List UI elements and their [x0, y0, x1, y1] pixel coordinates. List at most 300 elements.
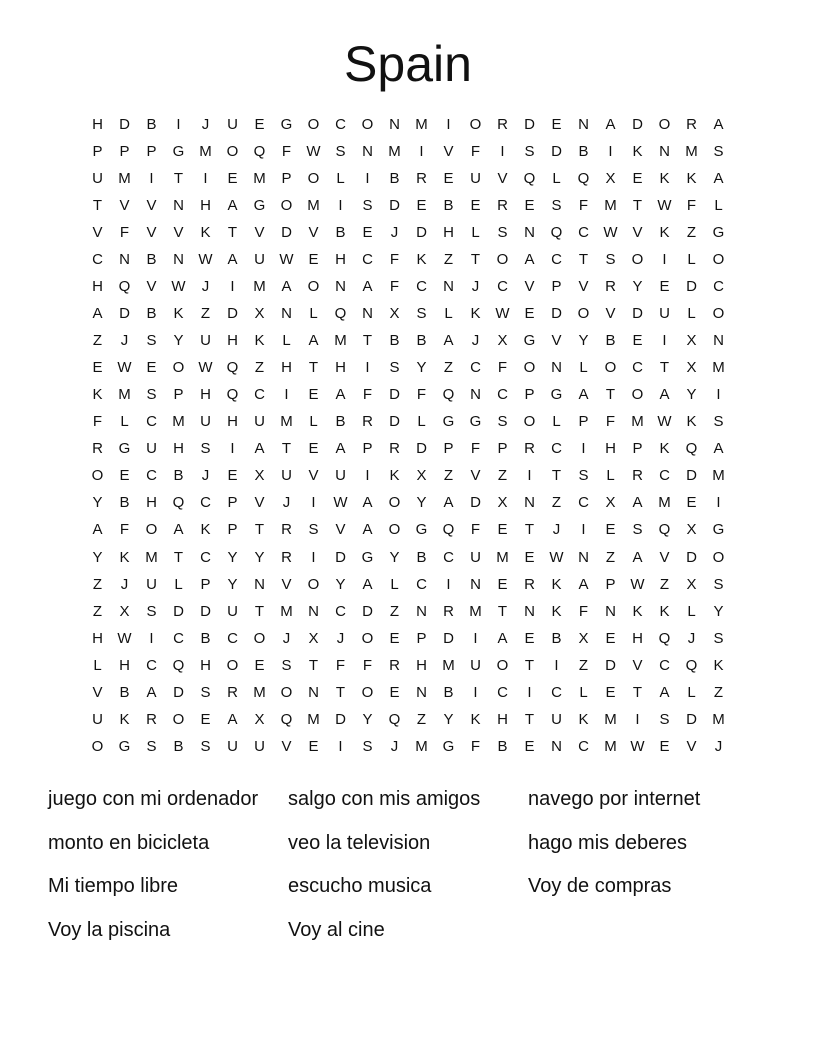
grid-letter: J — [336, 629, 345, 647]
grid-letter: I — [365, 170, 370, 188]
grid-letter: H — [443, 224, 454, 242]
grid-letter: S — [146, 602, 157, 620]
grid-letter: O — [469, 116, 482, 134]
grid-letter: B — [497, 737, 508, 755]
grid-letter: P — [146, 143, 157, 161]
grid-letter: Z — [443, 359, 454, 377]
grid-letter: Y — [389, 548, 400, 566]
grid-letter: U — [254, 251, 265, 269]
grid-letter: J — [687, 629, 696, 647]
grid-letter: C — [470, 359, 481, 377]
grid-letter: Y — [227, 575, 238, 593]
grid-letter: H — [416, 656, 427, 674]
grid-letter: P — [281, 170, 292, 188]
grid-letter: F — [470, 143, 481, 161]
grid-letter: M — [280, 413, 293, 431]
grid-letter: S — [524, 143, 535, 161]
grid-letter: D — [416, 224, 427, 242]
grid-letter: V — [173, 224, 184, 242]
grid-letter: U — [146, 575, 157, 593]
word-list-item: Voy al cine — [288, 918, 385, 941]
grid-letter: E — [524, 548, 535, 566]
grid-letter: D — [686, 710, 697, 728]
grid-letter: P — [524, 386, 535, 404]
grid-letter: Q — [253, 143, 266, 161]
grid-letter: R — [497, 116, 508, 134]
grid-letter: H — [281, 359, 292, 377]
grid-letter: A — [335, 440, 346, 458]
grid-letter: K — [119, 548, 130, 566]
grid-letter: A — [146, 683, 157, 701]
grid-letter: D — [416, 440, 427, 458]
grid-letter: T — [470, 251, 481, 269]
grid-letter: F — [389, 278, 400, 296]
grid-letter: O — [307, 278, 320, 296]
grid-letter: G — [712, 521, 725, 539]
grid-letter: D — [551, 143, 562, 161]
grid-letter: N — [578, 548, 589, 566]
grid-letter: T — [551, 467, 562, 485]
grid-letter: L — [93, 656, 102, 674]
grid-letter: D — [605, 656, 616, 674]
grid-letter: O — [631, 386, 644, 404]
grid-letter: Z — [92, 332, 103, 350]
grid-letter: S — [308, 521, 319, 539]
grid-letter: R — [92, 440, 103, 458]
grid-letter: Q — [658, 629, 671, 647]
grid-letter: V — [92, 224, 103, 242]
grid-letter: U — [470, 656, 481, 674]
grid-letter: P — [119, 143, 130, 161]
grid-letter: T — [524, 656, 535, 674]
grid-letter: I — [365, 359, 370, 377]
grid-letter: Z — [200, 305, 211, 323]
grid-row — [84, 598, 732, 625]
grid-letter: M — [442, 656, 455, 674]
grid-letter: H — [227, 332, 238, 350]
grid-letter: X — [605, 494, 616, 512]
grid-letter: S — [713, 413, 724, 431]
grid-letter: I — [500, 143, 505, 161]
grid-letter: X — [686, 521, 697, 539]
grid-row — [84, 679, 732, 706]
grid-letter: B — [551, 629, 562, 647]
grid-letter: Q — [280, 710, 293, 728]
grid-letter: H — [200, 656, 211, 674]
grid-letter: Z — [659, 575, 670, 593]
grid-letter: H — [173, 440, 184, 458]
grid-letter: Y — [632, 278, 643, 296]
grid-letter: R — [605, 278, 616, 296]
grid-letter: D — [632, 116, 643, 134]
grid-letter: M — [712, 467, 725, 485]
grid-row — [84, 165, 732, 192]
grid-letter: C — [497, 683, 508, 701]
grid-letter: A — [227, 710, 238, 728]
grid-letter: N — [578, 116, 589, 134]
grid-letter: E — [362, 224, 373, 242]
word-list-item: Voy de compras — [528, 875, 672, 897]
grid-letter: L — [309, 413, 318, 431]
grid-letter: O — [577, 305, 590, 323]
grid-letter: Z — [389, 602, 400, 620]
grid-row — [84, 327, 732, 354]
grid-letter: B — [146, 305, 157, 323]
grid-letter: N — [470, 575, 481, 593]
grid-letter: I — [473, 683, 478, 701]
grid-letter: Q — [172, 656, 185, 674]
grid-letter: E — [524, 305, 535, 323]
grid-letter: K — [254, 332, 265, 350]
grid-letter: N — [389, 116, 400, 134]
grid-letter: V — [632, 224, 643, 242]
grid-letter: P — [362, 440, 373, 458]
grid-letter: I — [716, 386, 721, 404]
grid-letter: Y — [713, 602, 724, 620]
grid-letter: P — [551, 278, 562, 296]
grid-row — [84, 408, 732, 435]
grid-letter: I — [716, 494, 721, 512]
grid-letter: O — [631, 251, 644, 269]
grid-letter: K — [389, 467, 400, 485]
grid-letter: J — [201, 467, 210, 485]
grid-letter: I — [662, 251, 667, 269]
grid-letter: P — [632, 440, 643, 458]
grid-letter: J — [471, 278, 480, 296]
grid-letter: F — [497, 359, 508, 377]
grid-letter: L — [336, 170, 345, 188]
grid-letter: K — [632, 143, 643, 161]
grid-letter: C — [146, 656, 157, 674]
grid-letter: C — [551, 440, 562, 458]
grid-letter: L — [174, 575, 183, 593]
grid-letter: Z — [686, 224, 697, 242]
grid-letter: T — [254, 602, 265, 620]
grid-letter: H — [200, 197, 211, 215]
grid-letter: D — [119, 116, 130, 134]
grid-letter: E — [659, 737, 670, 755]
grid-letter: A — [92, 521, 103, 539]
grid-letter: J — [120, 332, 129, 350]
grid-letter: M — [496, 548, 509, 566]
grid-letter: C — [443, 548, 454, 566]
grid-letter: R — [443, 602, 454, 620]
grid-letter: Y — [254, 548, 265, 566]
grid-letter: Y — [443, 710, 454, 728]
grid-letter: E — [308, 251, 319, 269]
grid-letter: T — [254, 521, 265, 539]
grid-letter: J — [282, 494, 291, 512]
grid-letter: R — [686, 116, 697, 134]
grid-letter: D — [686, 278, 697, 296]
grid-letter: A — [659, 386, 670, 404]
grid-letter: K — [416, 251, 427, 269]
grid-letter: U — [470, 170, 481, 188]
grid-letter: H — [335, 251, 346, 269]
grid-letter: C — [254, 386, 265, 404]
grid-letter: W — [171, 278, 186, 296]
grid-letter: S — [146, 737, 157, 755]
grid-letter: B — [578, 143, 589, 161]
grid-letter: C — [659, 656, 670, 674]
grid-letter: X — [605, 170, 616, 188]
grid-letter: I — [446, 116, 451, 134]
grid-letter: I — [311, 494, 316, 512]
grid-letter: B — [605, 332, 616, 350]
grid-letter: K — [200, 224, 211, 242]
grid-letter: K — [659, 440, 670, 458]
grid-letter: O — [388, 494, 401, 512]
grid-letter: A — [713, 116, 724, 134]
grid-letter: O — [712, 548, 725, 566]
grid-letter: M — [307, 710, 320, 728]
grid-letter: G — [280, 116, 293, 134]
grid-letter: X — [497, 332, 508, 350]
grid-letter: D — [389, 197, 400, 215]
grid-letter: S — [497, 224, 508, 242]
grid-letter: K — [470, 710, 481, 728]
grid-letter: S — [389, 359, 400, 377]
grid-letter: J — [552, 521, 561, 539]
page-title: Spain — [344, 36, 472, 92]
grid-letter: D — [470, 494, 481, 512]
grid-letter: C — [362, 251, 373, 269]
grid-letter: D — [389, 386, 400, 404]
grid-row — [84, 733, 732, 760]
grid-letter: X — [119, 602, 130, 620]
grid-letter: E — [443, 170, 454, 188]
grid-letter: H — [92, 278, 103, 296]
grid-letter: S — [713, 575, 724, 593]
grid-letter: E — [605, 629, 616, 647]
grid-letter: T — [605, 386, 616, 404]
grid-letter: Q — [658, 521, 671, 539]
grid-letter: K — [686, 170, 697, 188]
grid-letter: S — [551, 197, 562, 215]
grid-letter: A — [227, 251, 238, 269]
grid-row — [84, 516, 732, 543]
grid-letter: E — [227, 467, 238, 485]
grid-letter: Q — [226, 359, 239, 377]
grid-letter: O — [145, 521, 158, 539]
grid-letter: T — [578, 251, 589, 269]
grid-letter: E — [254, 116, 265, 134]
grid-letter: I — [419, 143, 424, 161]
grid-letter: A — [578, 575, 589, 593]
grid-letter: N — [173, 251, 184, 269]
grid-letter: H — [92, 116, 103, 134]
grid-letter: F — [335, 656, 346, 674]
grid-letter: I — [365, 467, 370, 485]
grid-letter: N — [551, 359, 562, 377]
grid-letter: N — [659, 143, 670, 161]
grid-letter: L — [552, 170, 561, 188]
grid-letter: I — [149, 629, 154, 647]
grid-letter: O — [307, 170, 320, 188]
grid-letter: T — [281, 440, 292, 458]
grid-letter: V — [308, 224, 319, 242]
grid-letter: T — [308, 656, 319, 674]
grid-letter: C — [632, 359, 643, 377]
grid-letter: P — [200, 575, 211, 593]
grid-letter: L — [282, 332, 291, 350]
grid-letter: G — [361, 548, 374, 566]
grid-letter: W — [657, 413, 672, 431]
grid-letter: E — [416, 197, 427, 215]
grid-letter: C — [578, 737, 589, 755]
grid-letter: W — [198, 251, 213, 269]
grid-letter: T — [632, 683, 643, 701]
grid-letter: B — [389, 332, 400, 350]
grid-letter: P — [173, 386, 184, 404]
grid-letter: R — [416, 170, 427, 188]
grid-letter: O — [604, 359, 617, 377]
grid-letter: P — [497, 440, 508, 458]
grid-letter: I — [311, 548, 316, 566]
grid-letter: M — [118, 386, 131, 404]
grid-letter: G — [712, 224, 725, 242]
grid-letter: Q — [523, 170, 536, 188]
grid-letter: M — [172, 413, 185, 431]
grid-letter: K — [119, 710, 130, 728]
grid-letter: K — [713, 656, 724, 674]
grid-letter: E — [308, 737, 319, 755]
grid-letter: K — [470, 305, 481, 323]
grid-letter: A — [713, 170, 724, 188]
grid-letter: A — [254, 440, 265, 458]
grid-letter: X — [254, 710, 265, 728]
grid-letter: F — [416, 386, 427, 404]
grid-letter: O — [523, 413, 536, 431]
grid-letter: D — [173, 602, 184, 620]
grid-letter: X — [254, 305, 265, 323]
grid-letter: D — [200, 602, 211, 620]
grid-letter: R — [389, 440, 400, 458]
grid-letter: Z — [92, 602, 103, 620]
grid-letter: L — [309, 305, 318, 323]
grid-letter: D — [686, 548, 697, 566]
grid-letter: X — [686, 359, 697, 377]
grid-letter: W — [306, 143, 321, 161]
grid-letter: A — [443, 494, 454, 512]
grid-letter: V — [146, 197, 157, 215]
grid-letter: S — [578, 467, 589, 485]
grid-letter: A — [632, 548, 643, 566]
grid-letter: F — [119, 224, 130, 242]
grid-letter: U — [551, 710, 562, 728]
grid-letter: N — [119, 251, 130, 269]
grid-letter: H — [200, 386, 211, 404]
grid-letter: F — [578, 602, 589, 620]
grid-letter: N — [281, 305, 292, 323]
grid-letter: N — [524, 224, 535, 242]
grid-letter: O — [307, 575, 320, 593]
grid-letter: M — [253, 278, 266, 296]
grid-letter: O — [226, 656, 239, 674]
grid-letter: K — [200, 521, 211, 539]
grid-letter: V — [632, 656, 643, 674]
grid-letter: R — [362, 413, 373, 431]
grid-letter: W — [279, 251, 294, 269]
grid-letter: Z — [92, 575, 103, 593]
word-list-item: juego con mi ordenador — [48, 788, 259, 810]
grid-letter: C — [416, 575, 427, 593]
grid-letter: Y — [416, 359, 427, 377]
grid-letter: F — [605, 413, 616, 431]
grid-letter: V — [470, 467, 481, 485]
grid-letter: S — [335, 143, 346, 161]
grid-letter: B — [389, 170, 400, 188]
grid-letter: O — [253, 629, 266, 647]
grid-letter: T — [227, 224, 238, 242]
grid-letter: M — [469, 602, 482, 620]
grid-letter: O — [496, 251, 509, 269]
grid-row — [84, 354, 732, 381]
grid-letter: Q — [118, 278, 131, 296]
grid-row — [84, 300, 732, 327]
grid-letter: B — [173, 737, 184, 755]
grid-letter: U — [200, 413, 211, 431]
grid-letter: Y — [335, 575, 346, 593]
grid-letter: G — [172, 143, 185, 161]
grid-letter: O — [496, 656, 509, 674]
grid-letter: E — [308, 386, 319, 404]
grid-letter: E — [254, 656, 265, 674]
grid-letter: A — [362, 521, 373, 539]
grid-letter: U — [470, 548, 481, 566]
grid-letter: V — [308, 467, 319, 485]
grid-letter: S — [416, 305, 427, 323]
grid-letter: T — [92, 197, 103, 215]
grid-letter: A — [362, 494, 373, 512]
grid-letter: H — [497, 710, 508, 728]
grid-letter: A — [335, 386, 346, 404]
word-list-item: veo la television — [288, 831, 431, 854]
grid-letter: U — [335, 467, 346, 485]
grid-letter: B — [443, 197, 454, 215]
grid-letter: O — [712, 305, 725, 323]
grid-letter: Y — [227, 548, 238, 566]
grid-letter: R — [281, 521, 292, 539]
grid-letter: A — [308, 332, 319, 350]
grid-letter: Q — [388, 710, 401, 728]
grid-row — [84, 192, 732, 219]
grid-letter: S — [659, 710, 670, 728]
grid-row — [84, 246, 732, 273]
grid-letter: Y — [92, 548, 103, 566]
grid-letter: M — [334, 332, 347, 350]
grid-letter: G — [415, 521, 428, 539]
grid-letter: U — [659, 305, 670, 323]
grid-letter: V — [335, 521, 346, 539]
grid-letter: G — [442, 737, 455, 755]
grid-letter: I — [230, 440, 235, 458]
grid-letter: Q — [172, 494, 185, 512]
grid-letter: B — [416, 548, 427, 566]
grid-letter: D — [632, 305, 643, 323]
grid-letter: L — [687, 251, 696, 269]
grid-letter: K — [659, 224, 670, 242]
grid-letter: R — [146, 710, 157, 728]
grid-letter: E — [200, 710, 211, 728]
grid-letter: D — [173, 683, 184, 701]
grid-letter: V — [443, 143, 454, 161]
grid-letter: M — [199, 143, 212, 161]
grid-letter: F — [281, 143, 292, 161]
grid-letter: S — [362, 737, 373, 755]
grid-letter: I — [527, 467, 532, 485]
grid-letter: P — [416, 629, 427, 647]
